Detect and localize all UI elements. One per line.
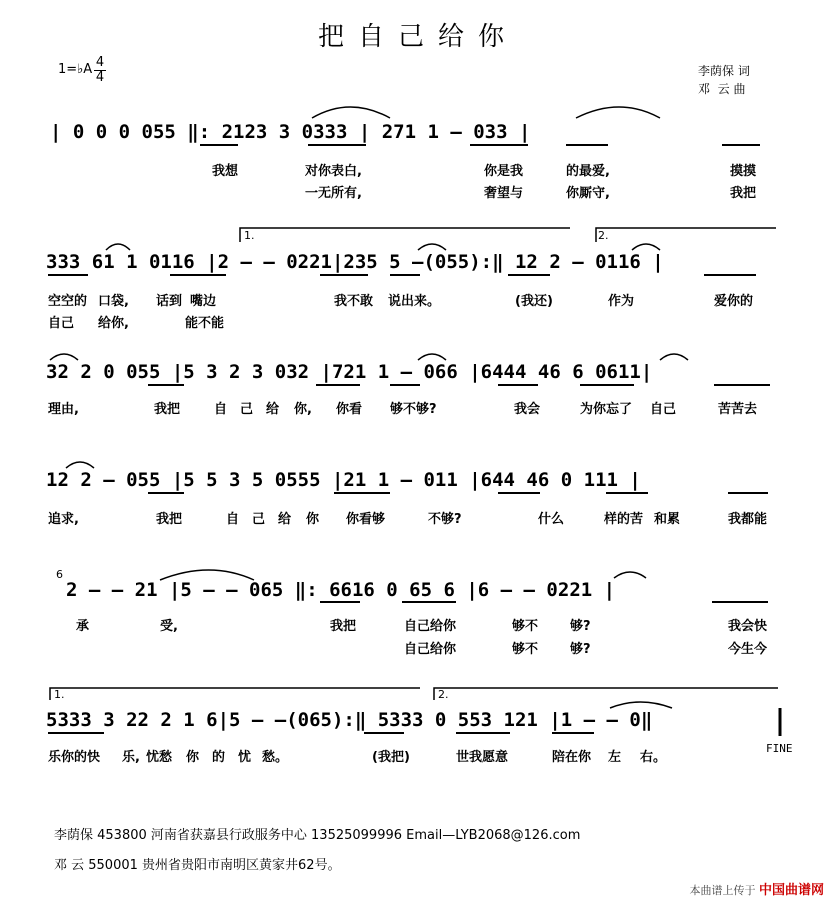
lyric: 世我愿意 [456,750,509,765]
lyric: (我把) [372,750,410,765]
slur [614,572,646,578]
lyric: 样的苦 [604,512,644,527]
lyric: 左 [608,750,622,765]
lyric: 口袋, [98,294,129,309]
lyric: 给你, [98,316,129,331]
notation-line-3: 32 2 0 055 |5 3 2 3 032 |721 1 – 066 |6444 46 6 0611| [46,361,653,383]
slur [160,570,254,580]
lyric: 今生今 [728,642,768,657]
slur [418,244,446,250]
lyric: 己 [252,512,266,527]
lyric: 够不够? [390,402,437,417]
volta-bracket [240,228,570,242]
lyric: 我想 [212,164,239,179]
lyric: 我不敢 [334,294,374,309]
lyric: 你 [186,750,200,765]
lyric: 奢望与 [484,186,524,201]
lyric: 自己 [48,316,75,331]
song-title: 把自己给你 [317,22,518,52]
volta-2-label: 2. [438,688,449,701]
volta-bracket [50,688,420,700]
time-signature-numerator: 4 [95,55,105,70]
slur [312,107,390,118]
lyric: 自己 [650,402,677,417]
lyric: 己 [240,402,254,417]
site-watermark [689,879,824,898]
volta-bracket [596,228,776,242]
slur [66,462,94,468]
lyric: 够? [570,619,591,634]
lyric: 你看 [336,402,363,417]
notation-line-4: 12 2 – 055 |5 5 3 5 0555 |21 1 – 011 |644 46 0 111 | [46,469,641,491]
lyric: 给 [266,402,280,417]
slur [632,244,660,250]
lyric: 你看够 [346,512,386,527]
lyric: 忧愁 [146,750,173,765]
volta-1-label: 1. [54,688,65,701]
lyric: 苦苦去 [718,402,758,417]
lyricist-credit: 李荫保 词 [698,64,750,78]
slur [660,354,688,360]
lyric: 我把 [730,186,757,201]
slur [610,702,672,708]
lyric: 什么 [538,512,565,527]
lyric: 给 [278,512,292,527]
lyric: 够不 [512,642,539,657]
lyric: 我把 [330,619,357,634]
composer-credit: 邓 云 曲 [698,82,746,96]
lyric: 摸摸 [730,164,757,179]
volta-2-label: 2. [598,229,609,242]
lyric: 对你表白, [305,164,362,179]
lyric: 我把 [156,512,183,527]
lyric: 嘴边 [190,294,217,309]
volta-bracket [434,688,778,700]
lyric: 一无所有, [305,186,362,201]
key-signature: 1=♭A [58,62,93,77]
notation-line-1: | 0 0 0 055 ‖: 2123 3 0333 | 271 1 – 033 | [50,121,531,143]
lyric: 的最爱, [566,164,610,179]
lyric: 理由, [48,402,79,417]
lyric: 我把 [154,402,181,417]
lyric: 追求, [48,512,79,527]
lyric: 受, [160,619,178,634]
lyric: 我会快 [728,619,768,634]
lyricist-contact: 李荫保 453800 河南省获嘉县行政服务中心 13525099996 Email—LYB2068@126.com [54,828,581,843]
lyric: 自己给你 [404,619,457,634]
lyric: 承 [76,619,90,634]
fine-mark: FINE [766,742,793,755]
lyric: 自 [214,402,228,417]
upload-note: 本曲谱上传于 [689,884,756,897]
lyric: 不够? [428,512,462,527]
time-signature-denominator: 4 [95,70,105,85]
lyric: 够不 [512,619,539,634]
slur [576,107,660,118]
notation-line-5: 2 – – 21 |5 – – 065 ‖: 6616 0 65 6 |6 – – 0221 | [66,579,616,601]
lyric: 忧 [238,750,252,765]
lyric: 愁。 [262,750,289,765]
lyric: 你厮守, [566,186,610,201]
volta-1-label: 1. [244,229,255,242]
lyric: 作为 [608,294,635,309]
lyric: 话到 [156,294,183,309]
grace-note: 6 [56,568,63,581]
lyric: 自 [226,512,240,527]
lyric: 你, [294,402,312,417]
lyric: 你 [306,512,320,527]
lyric: 自己给你 [404,642,457,657]
notation-line-2: 333 61 1 0116 |2 – – 0221|235 5 –(055):‖ 12 2 – 0116 | [46,251,664,273]
lyric: 我会 [514,402,541,417]
lyric: 右。 [640,750,667,765]
lyric: 说出来。 [388,294,441,309]
notation-line-6: 5333 3 22 2 1 6|5 – –(065):‖ 5333 0 553 121 |1 – – 0‖ [46,709,653,731]
slur [106,244,130,250]
lyric: 爱你的 [714,294,754,309]
lyric: 够? [570,642,591,657]
lyric: 乐你的快 [48,750,101,765]
lyric: 为你忘了 [580,402,633,417]
slur [50,354,78,360]
lyric: 能不能 [185,316,225,331]
lyric: 和累 [654,512,681,527]
lyric: 你是我 [484,164,524,179]
site-logo: 中国曲谱网 [758,883,824,898]
slur [418,354,446,360]
lyric: (我还) [515,294,553,309]
lyric: 我都能 [728,512,768,527]
composer-contact: 邓 云 550001 贵州省贵阳市南明区黄家井62号。 [54,858,341,873]
lyric: 陪在你 [552,750,592,765]
lyric: 的 [212,750,226,765]
lyric: 空空的 [48,294,88,309]
lyric: 乐, [122,750,140,765]
